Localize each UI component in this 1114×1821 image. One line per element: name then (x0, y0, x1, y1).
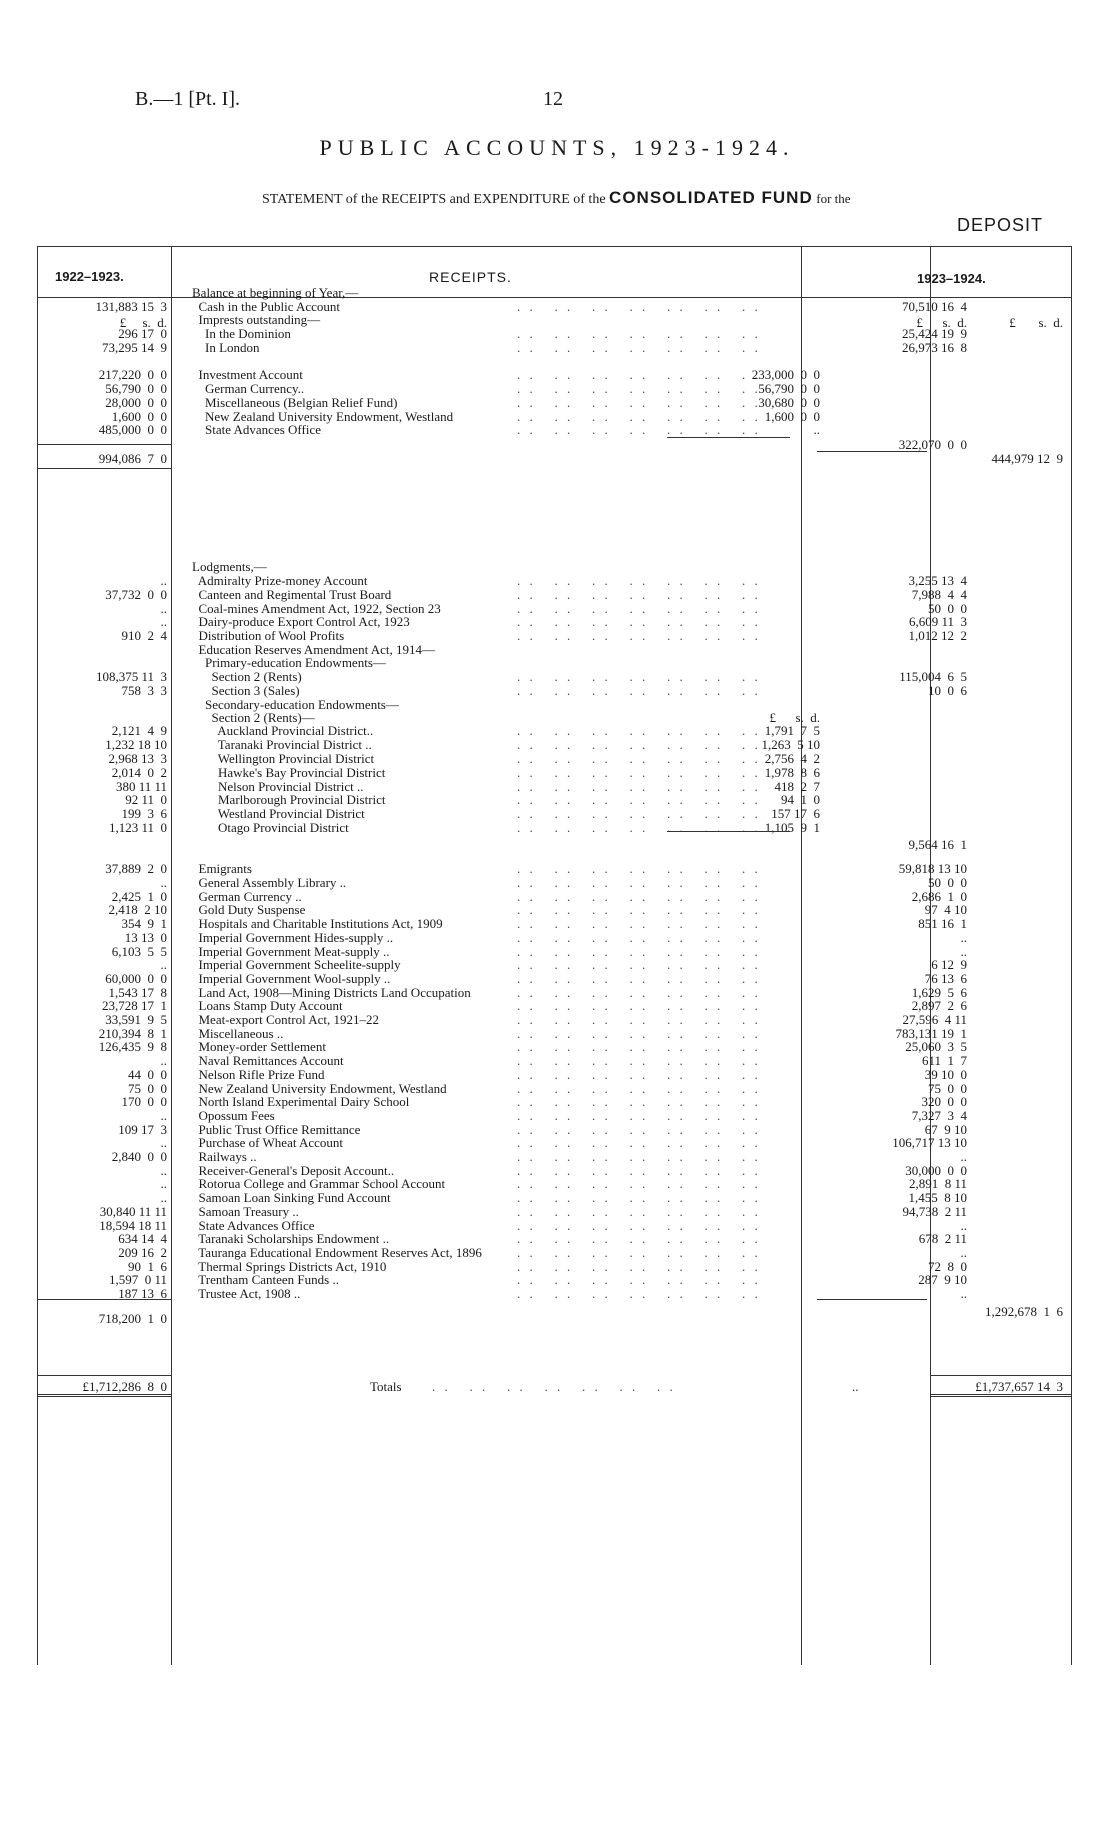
curr-year-amount: 94,738 2 11 (902, 1204, 967, 1219)
prev-year-amount: 6,103 5 5 (111, 944, 167, 959)
curr-year-amount: 39 10 0 (924, 1067, 967, 1082)
dot-leader: . . . . . . . . . . . . . . (517, 683, 761, 698)
subtotal-rule (817, 451, 927, 452)
receipt-description: Samoan Treasury .. (192, 1204, 299, 1219)
prev-year-amount: 2,014 0 2 (111, 765, 167, 780)
curr-year-amount: 27,596 4 11 (902, 1012, 967, 1027)
dot-leader: . . . . . . . . . . . . . . (517, 1245, 761, 1260)
curr-year-amount: 59,818 13 10 (898, 861, 967, 876)
receipt-description: Section 3 (Sales) (192, 683, 300, 698)
prev-year-amount: 217,220 0 0 (98, 367, 167, 382)
curr-year-amount: 50 0 0 (928, 601, 967, 616)
receipt-description: Trustee Act, 1908 .. (192, 1286, 301, 1301)
curr-year-amount: .. (960, 1218, 967, 1233)
prev-year-amount: .. (160, 1176, 167, 1191)
curr-year-amount: 7,327 3 4 (911, 1108, 967, 1123)
dot-leader: . . . . . . . . . . . . . . (517, 985, 761, 1000)
receipt-description: Wellington Provincial District (192, 751, 375, 766)
curr-year-amount: 25,424 19 9 (902, 326, 967, 341)
document-reference: B.—1 [Pt. I]. (135, 88, 240, 110)
dot-leader: . . . . . . . . . . . . . . (517, 889, 761, 904)
receipt-description: New Zealand University Endowment, Westland (192, 409, 454, 424)
receipt-description: Primary-education Endowments— (192, 655, 386, 670)
receipt-description: Hawke's Bay Provincial District (192, 765, 386, 780)
prev-year-amount: .. (160, 573, 167, 588)
receipt-description: Balance at beginning of Year,— (192, 285, 359, 300)
page-title: PUBLIC ACCOUNTS, 1923-1924. (319, 135, 795, 160)
curr-year-amount: 320 0 0 (921, 1094, 967, 1109)
curr-year-amount: 1,455 8 10 (908, 1190, 967, 1205)
page-number: 12 (543, 88, 563, 110)
receipt-description: Distribution of Wool Profits (192, 628, 345, 643)
prev-year-amount: 758 3 3 (121, 683, 167, 698)
subtitle-prefix: STATEMENT of the RECEIPTS and EXPENDITURE of the (262, 192, 606, 207)
dot-leader: . . . . . . . . . . . . . . (517, 669, 761, 684)
receipt-description: Gold Duty Suspense (192, 902, 306, 917)
dot-leader: . . . . . . . . . . . . . . (517, 573, 761, 588)
curr-year-amount: .. (960, 930, 967, 945)
prev-year-amount: 910 2 4 (121, 628, 167, 643)
curr-year-amount: .. (960, 944, 967, 959)
receipt-description: Westland Provincial District (192, 806, 365, 821)
dot-leader: . . . . . . . . . . . . . . (517, 1012, 761, 1027)
curr-year-amount: 7,988 4 4 (911, 587, 967, 602)
sub-amount: .. (813, 422, 820, 437)
receipt-description: Tauranga Educational Endowment Reserves Act, 1896 (192, 1245, 482, 1260)
receipt-description: Cash in the Public Account (192, 299, 341, 314)
dot-leader: . . . . . . . . . . . . . . (517, 395, 761, 410)
receipt-description: Taranaki Scholarships Endowment .. (192, 1231, 390, 1246)
subtotal-rule (37, 468, 171, 469)
dot-leader: . . . . . . . . . . . . . . (517, 1231, 761, 1246)
prev-year-amount: .. (160, 957, 167, 972)
prev-year-amount: 209 16 2 (118, 1245, 167, 1260)
totals-label: Totals (370, 1379, 402, 1394)
dot-leader: . . . . . . . . . . . . . . (517, 916, 761, 931)
receipt-description: Purchase of Wheat Account (192, 1135, 344, 1150)
total-prev-year: £1,712,286 8 0 (82, 1379, 167, 1394)
curr-year-amount: 67 9 10 (924, 1122, 967, 1137)
dot-leader: . . . . . . . . . . . . . . (517, 1108, 761, 1123)
prev-year-amount: 170 0 0 (121, 1094, 167, 1109)
sub-amount: 2,756 4 2 (764, 751, 820, 766)
prev-year-amount: 1,600 0 0 (111, 409, 167, 424)
receipt-description: Thermal Springs Districts Act, 1910 (192, 1259, 387, 1274)
dot-leader: . . . . . . . . . . . . . . (517, 1081, 761, 1096)
curr-year-amount: 287 9 10 (918, 1272, 967, 1287)
curr-year-amount: .. (960, 1245, 967, 1260)
prev-year-amount: .. (160, 601, 167, 616)
receipt-description: Imperial Government Meat-supply .. (192, 944, 390, 959)
receipt-description: Section 2 (Rents) (192, 669, 302, 684)
table-row (37, 1311, 1072, 1327)
column-header-curr-year: 1923–1924. (917, 271, 986, 286)
subtitle-suffix: for the (816, 191, 851, 206)
section-total: 1,292,678 1 6 (985, 1304, 1063, 1319)
receipt-description: Miscellaneous (Belgian Relief Fund) (192, 395, 398, 410)
receipt-description: Rotorua College and Grammar School Account (192, 1176, 446, 1191)
receipt-description: Auckland Provincial District.. (192, 723, 374, 738)
sub-amount: 157 17 6 (771, 806, 820, 821)
receipt-description: State Advances Office (192, 422, 321, 437)
receipt-description: Otago Provincial District (192, 820, 349, 835)
prev-year-amount: 126,435 9 8 (98, 1039, 167, 1054)
dot-leader: . . . . . . . . . . . . . . (517, 723, 761, 738)
prev-year-amount: 2,418 2 10 (108, 902, 167, 917)
prev-year-amount: 210,394 8 1 (98, 1026, 167, 1041)
receipt-description: Imprests outstanding— (192, 312, 321, 327)
dot-leader: . . . . . . . . . . . . . . (517, 1135, 761, 1150)
prev-year-amount: 13 13 0 (124, 930, 167, 945)
dot-leader: . . . . . . . . . . . . . . (517, 944, 761, 959)
receipt-description: Marlborough Provincial District (192, 792, 386, 807)
section-total: 444,979 12 9 (991, 451, 1063, 466)
subtotal-rule (37, 444, 171, 445)
sub-amount: 233,000 0 0 (751, 367, 820, 382)
curr-year-amount: 10 0 6 (928, 683, 967, 698)
dot-leader: . . . . . . . . . . . . . . (517, 861, 761, 876)
prev-year-amount: 2,121 4 9 (111, 723, 167, 738)
prev-year-amount: 187 13 6 (118, 1286, 167, 1301)
prev-year-amount: 37,732 0 0 (105, 587, 167, 602)
dot-leader: . . . . . . . . . . . . . . (517, 381, 761, 396)
receipt-description: Land Act, 1908—Mining Districts Land Occupation (192, 985, 471, 1000)
subtotal-rule (667, 437, 790, 438)
table-row (37, 340, 1072, 356)
curr-year-amount: 2,686 1 0 (911, 889, 967, 904)
dot-leader: . . . . . . . . . . . . . . (517, 792, 761, 807)
prev-year-amount: 718,200 1 0 (98, 1311, 167, 1326)
prev-year-amount: 2,840 0 0 (111, 1149, 167, 1164)
receipt-description: Public Trust Office Remittance (192, 1122, 361, 1137)
dot-leader: . . . . . . . . . . . . . . (517, 1259, 761, 1274)
prev-year-amount: 73,295 14 9 (102, 340, 167, 355)
sub-amount: 1,263 5 10 (761, 737, 820, 752)
receipt-description: Receiver-General's Deposit Account.. (192, 1163, 395, 1178)
receipt-description: In the Dominion (192, 326, 291, 341)
curr-year-amount: 2,897 2 6 (911, 998, 967, 1013)
prev-year-amount: 1,123 11 0 (108, 820, 167, 835)
table-row (37, 451, 1072, 467)
dot-leader: . . . . . . . . . . . . . . (517, 737, 761, 752)
dot-leader: . . . . . . . . . . . . . . (517, 1094, 761, 1109)
dot-leader: . . . . . . . . . . . . . . (517, 367, 761, 382)
curr-year-amount: 611 1 7 (921, 1053, 967, 1068)
dot-leader: . . . . . . . . . . . . . . (517, 820, 761, 835)
receipt-description: General Assembly Library .. (192, 875, 347, 890)
curr-year-amount: 9,564 16 1 (908, 837, 967, 852)
curr-year-amount: 6 12 9 (931, 957, 967, 972)
receipt-description: Coal-mines Amendment Act, 1922, Section 23 (192, 601, 441, 616)
curr-year-amount: 322,070 0 0 (898, 437, 967, 452)
dot-leader: . . . . . . . . . . . . . . (517, 902, 761, 917)
dot-leader: . . . . . . . . . . . . . . (517, 326, 761, 341)
dot-leader: . . . . . . . . . . . . . . (517, 1039, 761, 1054)
dot-leader: . . . . . . . . . . . . . . (517, 299, 761, 314)
curr-year-amount: 2,891 8 11 (908, 1176, 967, 1191)
receipt-description: Lodgments,— (192, 559, 267, 574)
curr-year-amount: 72 8 0 (928, 1259, 967, 1274)
receipt-description: In London (192, 340, 260, 355)
prev-year-amount: 28,000 0 0 (105, 395, 167, 410)
currency-total: £ s. d. (1009, 315, 1063, 330)
dot-leader: . . . . . . . . . . . . . . (517, 1163, 761, 1178)
sub-amount: 1,791 7 5 (764, 723, 820, 738)
receipt-description: New Zealand University Endowment, Westland (192, 1081, 447, 1096)
curr-year-amount: .. (960, 1286, 967, 1301)
curr-year-amount: 851 16 1 (918, 916, 967, 931)
sub-amount: 1,978 8 6 (764, 765, 820, 780)
curr-year-amount: 3,255 13 4 (908, 573, 967, 588)
column-header-receipts: RECEIPTS. (429, 269, 512, 285)
receipt-description: Imperial Government Scheelite-supply (192, 957, 401, 972)
prev-year-amount: 634 14 4 (118, 1231, 167, 1246)
prev-year-amount: 296 17 0 (118, 326, 167, 341)
receipt-description: Nelson Provincial District .. (192, 779, 364, 794)
dot-leader: . . . . . . . . . . . . . . (517, 1026, 761, 1041)
dot-leader: . . . . . . . . . . . . . . (517, 751, 761, 766)
curr-year-amount: 6,609 11 3 (908, 614, 967, 629)
totals-curr-dots: .. (852, 1379, 859, 1394)
prev-year-amount: 2,968 13 3 (108, 751, 167, 766)
receipt-description: Secondary-education Endowments— (192, 697, 399, 712)
curr-year-amount: 76 13 6 (924, 971, 967, 986)
prev-year-amount: 75 0 0 (128, 1081, 167, 1096)
prev-year-amount: .. (160, 1190, 167, 1205)
sub-amount: 56,790 0 0 (758, 381, 820, 396)
prev-year-amount: .. (160, 1053, 167, 1068)
receipt-description: Miscellaneous .. (192, 1026, 284, 1041)
prev-year-amount: 60,000 0 0 (105, 971, 167, 986)
dot-leader: . . . . . . . . . . . . . . (517, 875, 761, 890)
prev-year-amount: 23,728 17 1 (102, 998, 167, 1013)
statement-subtitle (262, 188, 851, 208)
receipt-description: Section 2 (Rents)— (192, 710, 315, 725)
dot-leader: . . . . . . . . . . . . . . (517, 422, 761, 437)
prev-year-amount: 1,543 17 8 (108, 985, 167, 1000)
receipt-description: Dairy-produce Export Control Act, 1923 (192, 614, 410, 629)
receipt-description: Money-order Settlement (192, 1039, 326, 1054)
column-header-prev-year: 1922–1923. (55, 269, 124, 284)
prev-year-amount: 44 0 0 (128, 1067, 167, 1082)
receipt-description: Imperial Government Hides-supply .. (192, 930, 394, 945)
prev-year-amount: .. (160, 614, 167, 629)
dot-leader: . . . . . . . . . . . . . . (517, 957, 761, 972)
prev-year-amount: 90 1 6 (128, 1259, 167, 1274)
table-row (37, 820, 1072, 836)
prev-year-amount: 1,597 0 11 (108, 1272, 167, 1287)
receipt-description: State Advances Office (192, 1218, 315, 1233)
curr-year-amount: 75 0 0 (928, 1081, 967, 1096)
receipt-description: Investment Account (192, 367, 303, 382)
receipt-description: Taranaki Provincial District .. (192, 737, 372, 752)
dot-leader: . . . . . . . . . . . . . . (517, 409, 761, 424)
curr-year-amount: .. (960, 1149, 967, 1164)
prev-year-amount: 56,790 0 0 (105, 381, 167, 396)
prev-year-amount: .. (160, 1135, 167, 1150)
currency-prev: £ s. d. (119, 315, 167, 330)
curr-year-amount: 106,717 13 10 (892, 1135, 967, 1150)
curr-year-amount: 26,973 16 8 (902, 340, 967, 355)
prev-year-amount: 131,883 15 3 (95, 299, 167, 314)
sub-amount: 418 2 7 (774, 779, 820, 794)
totals-leader: . . . . . . . . . . . . . . (432, 1379, 676, 1394)
sub-amount: 1,600 0 0 (764, 409, 820, 424)
sub-amount: 94 1 0 (781, 792, 820, 807)
dot-leader: . . . . . . . . . . . . . . (517, 614, 761, 629)
subtotal-rule (667, 831, 790, 832)
prev-year-amount: 2,425 1 0 (111, 889, 167, 904)
curr-year-amount: 97 4 10 (924, 902, 967, 917)
prev-year-amount: .. (160, 1163, 167, 1178)
receipt-description: Emigrants (192, 861, 252, 876)
dot-leader: . . . . . . . . . . . . . . (517, 998, 761, 1013)
dot-leader: . . . . . . . . . . . . . . (517, 1067, 761, 1082)
table-row (37, 837, 1072, 853)
receipt-description: Nelson Rifle Prize Fund (192, 1067, 325, 1082)
sub-amount: 1,105 9 1 (764, 820, 820, 835)
dot-leader: . . . . . . . . . . . . . . (517, 1176, 761, 1191)
dot-leader: . . . . . . . . . . . . . . (517, 1218, 761, 1233)
receipt-description: North Island Experimental Dairy School (192, 1094, 410, 1109)
sub-amount: 30,680 0 0 (758, 395, 820, 410)
receipt-description: Meat-export Control Act, 1921–22 (192, 1012, 380, 1027)
dot-leader: . . . . . . . . . . . . . . (517, 930, 761, 945)
receipt-description: Education Reserves Amendment Act, 1914— (192, 642, 435, 657)
dot-leader: . . . . . . . . . . . . . . (517, 1053, 761, 1068)
receipt-description: Loans Stamp Duty Account (192, 998, 343, 1013)
prev-year-amount: .. (160, 875, 167, 890)
total-curr-year: £1,737,657 14 3 (975, 1379, 1063, 1394)
prev-year-amount: 199 3 6 (121, 806, 167, 821)
receipt-description: German Currency .. (192, 889, 302, 904)
prev-year-amount: 37,889 2 0 (105, 861, 167, 876)
curr-year-amount: 25,060 3 5 (905, 1039, 967, 1054)
dot-leader: . . . . . . . . . . . . . . (517, 779, 761, 794)
sub-amount: £ s. d. (769, 710, 820, 725)
receipt-description: Imperial Government Wool-supply .. (192, 971, 391, 986)
subtotal-rule (817, 1299, 927, 1300)
dot-leader: . . . . . . . . . . . . . . (517, 340, 761, 355)
prev-year-amount: 380 11 11 (115, 779, 167, 794)
receipt-description: Opossum Fees (192, 1108, 275, 1123)
curr-year-amount: 1,629 5 6 (911, 985, 967, 1000)
curr-year-amount: 678 2 11 (918, 1231, 967, 1246)
dot-leader: . . . . . . . . . . . . . . (517, 1190, 761, 1205)
subtitle-deposit: DEPOSIT (957, 215, 1044, 235)
prev-year-amount: 92 11 0 (125, 792, 167, 807)
currency-curr: £ s. d. (916, 315, 967, 330)
receipt-description: Railways .. (192, 1149, 257, 1164)
receipt-description: German Currency.. (192, 381, 305, 396)
dot-leader: . . . . . . . . . . . . . . (517, 806, 761, 821)
curr-year-amount: 50 0 0 (928, 875, 967, 890)
totals-row (37, 1379, 1072, 1395)
prev-year-amount: 485,000 0 0 (98, 422, 167, 437)
receipt-description: Admiralty Prize-money Account (192, 573, 368, 588)
dot-leader: . . . . . . . . . . . . . . (517, 1149, 761, 1164)
table-row (37, 422, 1072, 438)
prev-year-amount: 109 17 3 (118, 1122, 167, 1137)
curr-year-amount: 1,012 12 2 (908, 628, 967, 643)
curr-year-amount: 115,004 6 5 (899, 669, 967, 684)
subtitle-fund: CONSOLIDATED FUND (609, 188, 813, 207)
curr-year-amount: 783,131 19 1 (895, 1026, 967, 1041)
dot-leader: . . . . . . . . . . . . . . (517, 1286, 761, 1301)
prev-year-amount: 354 9 1 (121, 916, 167, 931)
dot-leader: . . . . . . . . . . . . . . (517, 601, 761, 616)
dot-leader: . . . . . . . . . . . . . . (517, 971, 761, 986)
dot-leader: . . . . . . . . . . . . . . (517, 1272, 761, 1287)
receipt-description: Hospitals and Charitable Institutions Act, 1909 (192, 916, 443, 931)
curr-year-amount: 30,000 0 0 (905, 1163, 967, 1178)
receipt-description: Trentham Canteen Funds .. (192, 1272, 339, 1287)
prev-year-amount: .. (160, 1108, 167, 1123)
prev-year-amount: 108,375 11 3 (95, 669, 167, 684)
prev-year-amount: 33,591 9 5 (105, 1012, 167, 1027)
prev-year-amount: 994,086 7 0 (98, 451, 167, 466)
receipt-description: Canteen and Regimental Trust Board (192, 587, 392, 602)
dot-leader: . . . . . . . . . . . . . . (517, 628, 761, 643)
prev-year-amount: 18,594 18 11 (99, 1218, 167, 1233)
prev-year-amount: 30,840 11 11 (99, 1204, 167, 1219)
receipts-table (37, 246, 1072, 1665)
prev-year-amount: 1,232 18 10 (105, 737, 167, 752)
dot-leader: . . . . . . . . . . . . . . (517, 1122, 761, 1137)
curr-year-amount: 70,510 16 4 (902, 299, 967, 314)
dot-leader: . . . . . . . . . . . . . . (517, 587, 761, 602)
receipt-description: Naval Remittances Account (192, 1053, 344, 1068)
dot-leader: . . . . . . . . . . . . . . (517, 1204, 761, 1219)
subtotal-rule (37, 1299, 171, 1300)
receipt-description: Samoan Loan Sinking Fund Account (192, 1190, 391, 1205)
dot-leader: . . . . . . . . . . . . . . (517, 765, 761, 780)
